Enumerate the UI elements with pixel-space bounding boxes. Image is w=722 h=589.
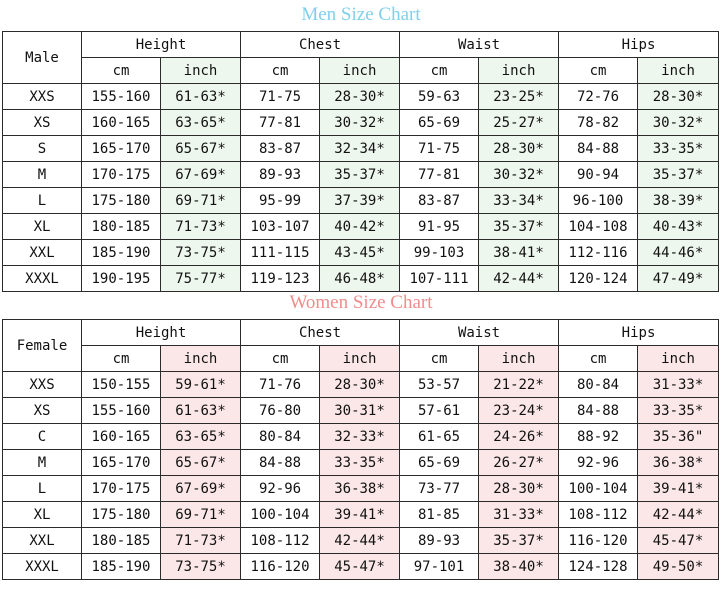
table-cell: 46-48* — [320, 266, 400, 292]
table-cell: 77-81 — [400, 162, 479, 188]
table-cell: 65-69 — [400, 110, 479, 136]
table-cell: 81-85 — [400, 502, 479, 528]
table-cell: 103-107 — [241, 214, 320, 240]
table-cell: 33-34* — [479, 188, 559, 214]
table-cell: 47-49* — [638, 266, 719, 292]
table-cell: 38-39* — [638, 188, 719, 214]
table-cell: 84-88 — [559, 136, 638, 162]
table-cell: 32-33* — [320, 424, 400, 450]
measure-header-chest: Chest — [241, 32, 400, 58]
table-cell: 97-101 — [400, 554, 479, 580]
table-cell: 99-103 — [400, 240, 479, 266]
table-cell: 42-44* — [320, 528, 400, 554]
unit-header-inch: inch — [479, 58, 559, 84]
unit-header-cm: cm — [241, 58, 320, 84]
table-cell: 33-35* — [638, 136, 719, 162]
gender-label: Male — [3, 32, 82, 84]
table-cell: 43-45* — [320, 240, 400, 266]
unit-header-cm: cm — [82, 58, 161, 84]
table-cell: 40-43* — [638, 214, 719, 240]
table-cell: 155-160 — [82, 398, 161, 424]
table-cell: 76-80 — [241, 398, 320, 424]
table-cell: 165-170 — [82, 450, 161, 476]
table-cell: 35-37* — [320, 162, 400, 188]
table-cell: 30-31* — [320, 398, 400, 424]
table-cell: 38-41* — [479, 240, 559, 266]
size-label: XXXL — [3, 266, 82, 292]
table-cell: 32-34* — [320, 136, 400, 162]
table-cell: 89-93 — [400, 528, 479, 554]
size-label: XS — [3, 110, 82, 136]
table-cell: 150-155 — [82, 372, 161, 398]
table-cell: 100-104 — [559, 476, 638, 502]
size-label: XXXL — [3, 554, 82, 580]
table-cell: 31-33* — [638, 372, 719, 398]
unit-header-cm: cm — [400, 346, 479, 372]
table-cell: 91-95 — [400, 214, 479, 240]
table-cell: 78-82 — [559, 110, 638, 136]
table-cell: 71-73* — [161, 528, 241, 554]
size-label: XL — [3, 502, 82, 528]
unit-header-inch: inch — [161, 58, 241, 84]
table-cell: 35-36" — [638, 424, 719, 450]
table-cell: 57-61 — [400, 398, 479, 424]
table-cell: 71-75 — [241, 84, 320, 110]
table-cell: 39-41* — [638, 476, 719, 502]
table-cell: 44-46* — [638, 240, 719, 266]
table-cell: 63-65* — [161, 110, 241, 136]
table-cell: 42-44* — [638, 502, 719, 528]
table-cell: 21-22* — [479, 372, 559, 398]
table-cell: 90-94 — [559, 162, 638, 188]
table-cell: 116-120 — [559, 528, 638, 554]
size-label: M — [3, 162, 82, 188]
table-cell: 69-71* — [161, 188, 241, 214]
table-cell: 104-108 — [559, 214, 638, 240]
table-cell: 39-41* — [320, 502, 400, 528]
table-cell: 35-37* — [479, 528, 559, 554]
table-cell: 59-61* — [161, 372, 241, 398]
table-cell: 190-195 — [82, 266, 161, 292]
table-cell: 36-38* — [638, 450, 719, 476]
table-cell: 88-92 — [559, 424, 638, 450]
women-size-chart-title: Women Size Chart — [289, 292, 433, 313]
size-label: XL — [3, 214, 82, 240]
table-cell: 160-165 — [82, 424, 161, 450]
table-cell: 36-38* — [320, 476, 400, 502]
table-cell: 37-39* — [320, 188, 400, 214]
table-cell: 26-27* — [479, 450, 559, 476]
size-label: XXS — [3, 372, 82, 398]
table-row — [3, 502, 719, 528]
table-cell: 71-76 — [241, 372, 320, 398]
table-cell: 40-42* — [320, 214, 400, 240]
table-cell: 124-128 — [559, 554, 638, 580]
size-label: XXS — [3, 84, 82, 110]
table-cell: 180-185 — [82, 214, 161, 240]
table-cell: 28-30* — [320, 372, 400, 398]
table-cell: 71-75 — [400, 136, 479, 162]
table-cell: 72-76 — [559, 84, 638, 110]
table-cell: 61-63* — [161, 84, 241, 110]
table-cell: 28-30* — [638, 84, 719, 110]
table-cell: 59-63 — [400, 84, 479, 110]
table-row — [3, 266, 719, 292]
measure-header-hips: Hips — [559, 320, 719, 346]
table-cell: 35-37* — [479, 214, 559, 240]
table-cell: 92-96 — [559, 450, 638, 476]
table-cell: 71-73* — [161, 214, 241, 240]
size-label: M — [3, 450, 82, 476]
table-row — [3, 110, 719, 136]
table-cell: 67-69* — [161, 476, 241, 502]
table-row — [3, 450, 719, 476]
table-cell: 33-35* — [320, 450, 400, 476]
table-cell: 120-124 — [559, 266, 638, 292]
table-cell: 30-32* — [320, 110, 400, 136]
measure-header-hips: Hips — [559, 32, 719, 58]
table-cell: 65-67* — [161, 450, 241, 476]
table-cell: 30-32* — [479, 162, 559, 188]
men-size-chart-title: Men Size Chart — [301, 4, 421, 25]
table-row — [3, 554, 719, 580]
table-cell: 23-25* — [479, 84, 559, 110]
table-row — [3, 162, 719, 188]
table-cell: 33-35* — [638, 398, 719, 424]
unit-header-inch: inch — [479, 346, 559, 372]
table-cell: 69-71* — [161, 502, 241, 528]
table-cell: 170-175 — [82, 476, 161, 502]
table-cell: 107-111 — [400, 266, 479, 292]
table-cell: 63-65* — [161, 424, 241, 450]
unit-header-inch: inch — [161, 346, 241, 372]
table-cell: 45-47* — [320, 554, 400, 580]
table-cell: 73-75* — [161, 240, 241, 266]
table-cell: 80-84 — [559, 372, 638, 398]
size-label: XS — [3, 398, 82, 424]
table-cell: 160-165 — [82, 110, 161, 136]
table-cell: 38-40* — [479, 554, 559, 580]
table-cell: 170-175 — [82, 162, 161, 188]
size-label: L — [3, 476, 82, 502]
table-cell: 75-77* — [161, 266, 241, 292]
measure-header-chest: Chest — [241, 320, 400, 346]
measure-header-height: Height — [82, 32, 241, 58]
table-cell: 155-160 — [82, 84, 161, 110]
men-size-table — [2, 31, 719, 292]
table-cell: 119-123 — [241, 266, 320, 292]
unit-header-inch: inch — [320, 346, 400, 372]
table-cell: 83-87 — [241, 136, 320, 162]
table-cell: 24-26* — [479, 424, 559, 450]
unit-header-inch: inch — [638, 346, 719, 372]
table-cell: 67-69* — [161, 162, 241, 188]
table-row — [3, 424, 719, 450]
table-cell: 84-88 — [241, 450, 320, 476]
table-row — [3, 84, 719, 110]
unit-header-inch: inch — [320, 58, 400, 84]
unit-header-cm: cm — [241, 346, 320, 372]
table-cell: 185-190 — [82, 240, 161, 266]
table-row — [3, 136, 719, 162]
women-size-table — [2, 319, 719, 580]
unit-header-cm: cm — [82, 346, 161, 372]
table-cell: 116-120 — [241, 554, 320, 580]
table-cell: 49-50* — [638, 554, 719, 580]
table-cell: 28-30* — [479, 136, 559, 162]
gender-label: Female — [3, 320, 82, 372]
size-label: XXL — [3, 240, 82, 266]
size-label: C — [3, 424, 82, 450]
table-row — [3, 214, 719, 240]
table-cell: 61-63* — [161, 398, 241, 424]
table-cell: 92-96 — [241, 476, 320, 502]
table-cell: 73-77 — [400, 476, 479, 502]
table-cell: 45-47* — [638, 528, 719, 554]
header-row-groups — [3, 32, 719, 58]
table-row — [3, 398, 719, 424]
size-label: XXL — [3, 528, 82, 554]
header-row-units — [3, 58, 719, 84]
unit-header-cm: cm — [559, 346, 638, 372]
table-cell: 112-116 — [559, 240, 638, 266]
table-cell: 77-81 — [241, 110, 320, 136]
table-cell: 30-32* — [638, 110, 719, 136]
table-cell: 83-87 — [400, 188, 479, 214]
table-cell: 108-112 — [559, 502, 638, 528]
table-cell: 31-33* — [479, 502, 559, 528]
table-cell: 111-115 — [241, 240, 320, 266]
table-cell: 53-57 — [400, 372, 479, 398]
table-cell: 35-37* — [638, 162, 719, 188]
table-cell: 28-30* — [320, 84, 400, 110]
table-row — [3, 528, 719, 554]
table-cell: 185-190 — [82, 554, 161, 580]
table-cell: 175-180 — [82, 502, 161, 528]
table-row — [3, 188, 719, 214]
measure-header-waist: Waist — [400, 32, 559, 58]
table-cell: 100-104 — [241, 502, 320, 528]
table-cell: 42-44* — [479, 266, 559, 292]
table-cell: 175-180 — [82, 188, 161, 214]
header-row-groups — [3, 320, 719, 346]
table-cell: 96-100 — [559, 188, 638, 214]
size-label: S — [3, 136, 82, 162]
table-cell: 89-93 — [241, 162, 320, 188]
table-cell: 165-170 — [82, 136, 161, 162]
table-cell: 95-99 — [241, 188, 320, 214]
table-cell: 25-27* — [479, 110, 559, 136]
header-row-units — [3, 346, 719, 372]
table-cell: 65-69 — [400, 450, 479, 476]
measure-header-height: Height — [82, 320, 241, 346]
table-cell: 28-30* — [479, 476, 559, 502]
table-cell: 180-185 — [82, 528, 161, 554]
table-row — [3, 240, 719, 266]
measure-header-waist: Waist — [400, 320, 559, 346]
unit-header-cm: cm — [400, 58, 479, 84]
table-row — [3, 476, 719, 502]
unit-header-inch: inch — [638, 58, 719, 84]
table-cell: 23-24* — [479, 398, 559, 424]
unit-header-cm: cm — [559, 58, 638, 84]
table-cell: 61-65 — [400, 424, 479, 450]
size-label: L — [3, 188, 82, 214]
table-cell: 108-112 — [241, 528, 320, 554]
table-row — [3, 372, 719, 398]
table-cell: 80-84 — [241, 424, 320, 450]
table-cell: 84-88 — [559, 398, 638, 424]
table-cell: 73-75* — [161, 554, 241, 580]
table-cell: 65-67* — [161, 136, 241, 162]
